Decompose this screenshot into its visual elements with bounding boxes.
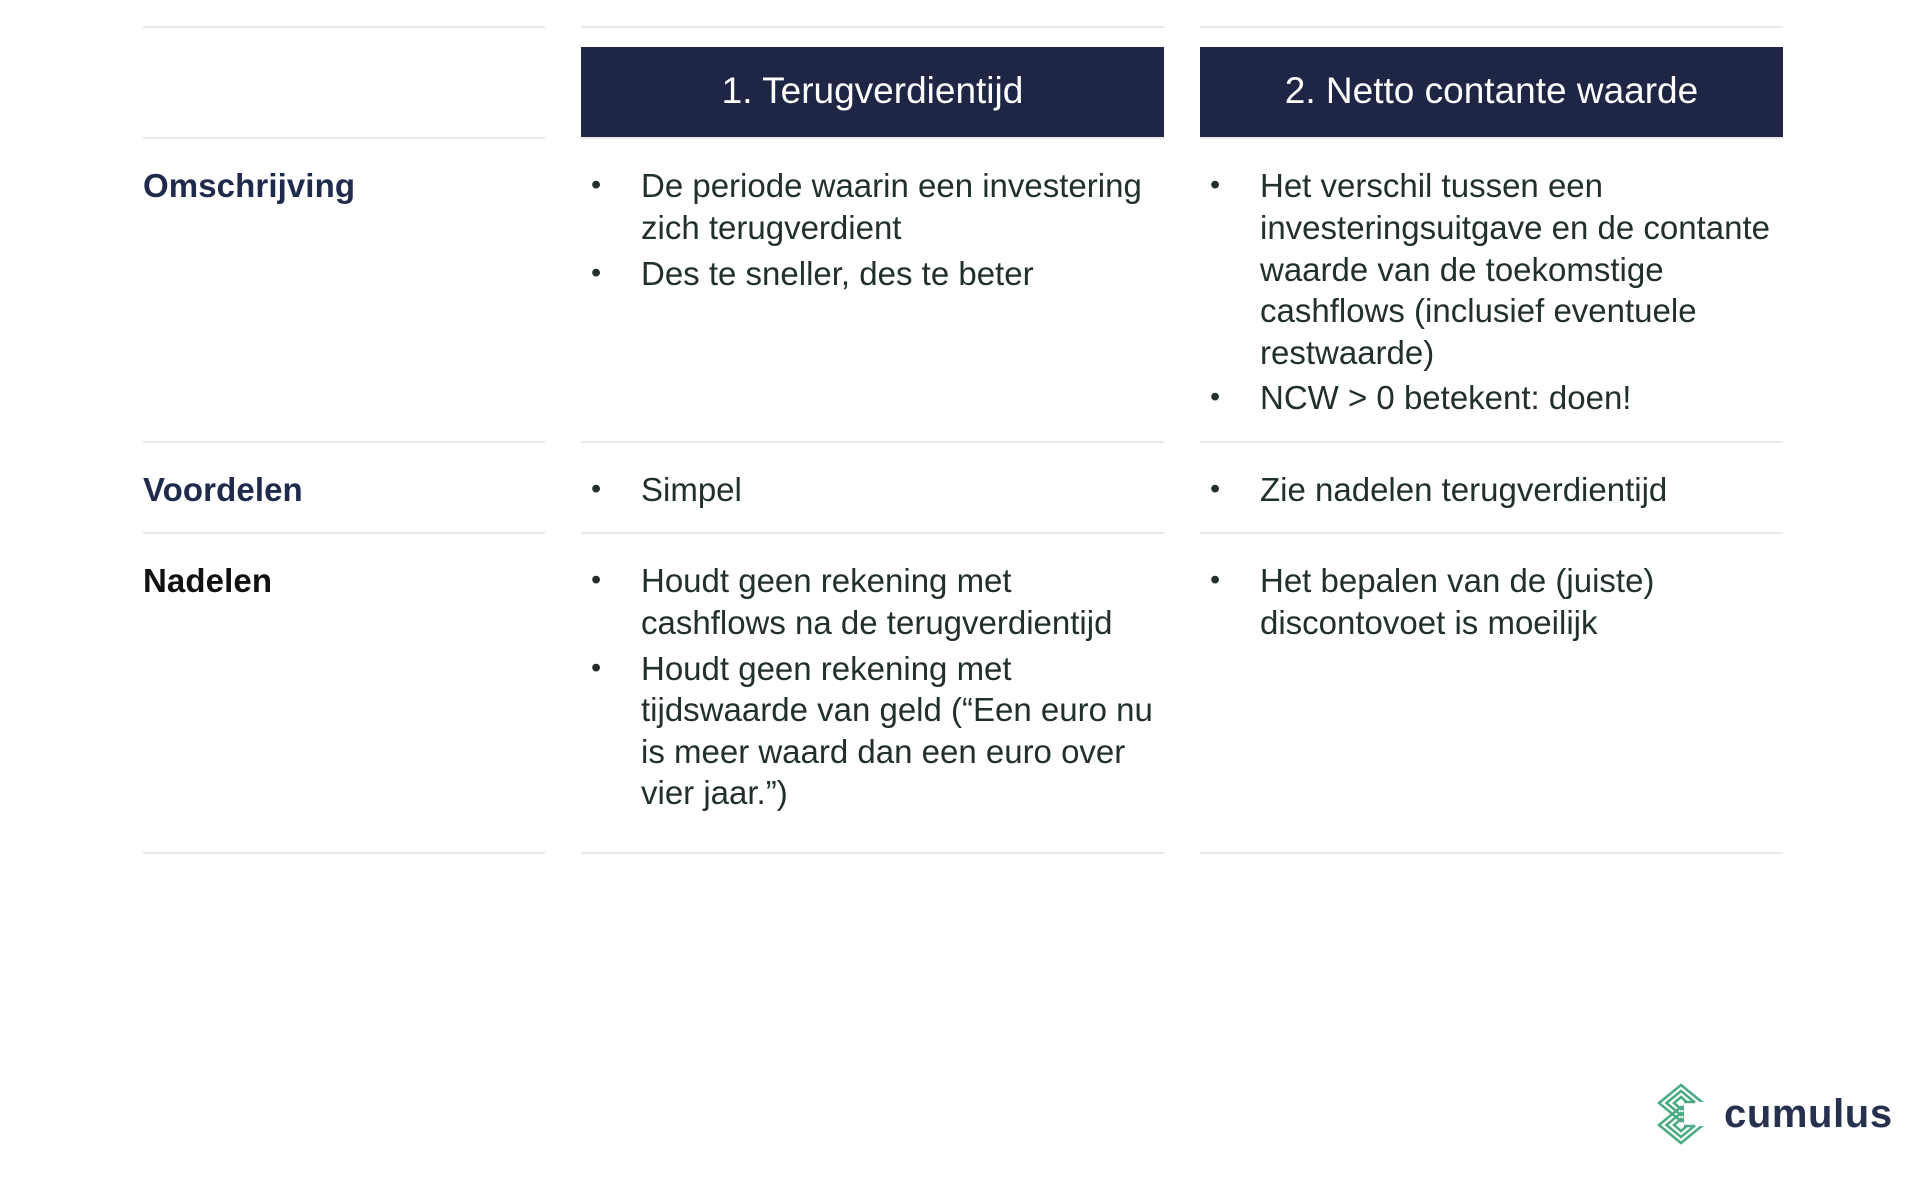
row-cell-voordelen-col2 (1200, 441, 1783, 533)
cumulus-wordmark: cumulus (1724, 1092, 1893, 1136)
bullet-icon: • (591, 564, 602, 597)
bullet-list (581, 443, 1164, 533)
row-cell-nadelen-col1 (581, 532, 1164, 835)
bullet-list (581, 534, 1164, 835)
bullet-icon: • (591, 169, 602, 202)
list-item-text: Simpel (641, 470, 742, 508)
column-header-netto-contante-waarde[interactable]: 2. Netto contante waarde (1200, 47, 1783, 137)
list-item (581, 560, 1164, 643)
bottom-rule-col2 (1200, 852, 1783, 854)
cumulus-logo-mark (1650, 1082, 1708, 1146)
bullet-list (1200, 534, 1783, 665)
header-cell-col2 (1200, 26, 1783, 137)
table-bottom-rule (143, 852, 1783, 854)
row-cell-voordelen-col1 (581, 441, 1164, 533)
table-row (143, 137, 1783, 440)
row-label-nadelen: Nadelen (143, 562, 273, 600)
list-item (1200, 165, 1783, 373)
bullet-icon: • (1210, 564, 1221, 597)
header-cell-col1 (581, 26, 1164, 137)
list-item (581, 165, 1164, 248)
list-item-text: Het bepalen van de (juiste) discontovoet is moeilijk (1260, 562, 1655, 642)
bullet-list (1200, 443, 1783, 533)
row-label-omschrijving: Omschrijving (143, 167, 356, 205)
row-label-cell (143, 532, 545, 610)
comparison-table (143, 26, 1783, 854)
table-row (143, 532, 1783, 851)
header-cell-label (143, 26, 545, 47)
bullet-icon: • (591, 472, 602, 505)
bullet-icon: • (1210, 381, 1221, 414)
list-item (1200, 560, 1783, 643)
brand-logo (1650, 1082, 1893, 1146)
table-row (143, 441, 1783, 533)
bullet-icon: • (591, 256, 602, 289)
list-item-text: De periode waarin een investering zich terugverdient (641, 167, 1142, 246)
list-item (581, 469, 1164, 511)
row-label-cell (143, 137, 545, 215)
bullet-list (1200, 139, 1783, 440)
bottom-rule-col1 (581, 852, 1164, 854)
list-item-text: Des te sneller, des te beter (641, 254, 1034, 292)
row-cell-omschrijving-col2 (1200, 137, 1783, 440)
list-item-text: Zie nadelen terugverdientijd (1260, 470, 1668, 508)
bullet-icon: • (1210, 169, 1221, 202)
row-label-cell (143, 441, 545, 519)
list-item-text: Houdt geen rekening met cashflows na de terugverdientijd (641, 562, 1113, 642)
bullet-icon: • (591, 651, 602, 684)
bullet-icon: • (1210, 472, 1221, 505)
list-item-text: Houdt geen rekening met tijdswaarde van geld (“Een euro nu is meer waard dan een euro over vier jaar.”) (641, 649, 1153, 812)
list-item-text: Het verschil tussen een investeringsuitgave en de contante waarde van de toekomstige cashflows (inclusief eventuele restwaarde) (1260, 167, 1771, 371)
column-header-terugverdientijd[interactable]: 1. Terugverdientijd (581, 47, 1164, 137)
list-item (581, 648, 1164, 814)
row-cell-nadelen-col2 (1200, 532, 1783, 851)
list-item (1200, 377, 1783, 419)
row-cell-omschrijving-col1 (581, 137, 1164, 316)
bullet-list (581, 139, 1164, 316)
list-item-text: NCW > 0 betekent: doen! (1260, 379, 1632, 417)
bottom-rule-label (143, 852, 545, 854)
list-item (581, 253, 1164, 295)
table-header-row (143, 26, 1783, 137)
row-label-voordelen: Voordelen (143, 470, 303, 508)
list-item (1200, 469, 1783, 511)
